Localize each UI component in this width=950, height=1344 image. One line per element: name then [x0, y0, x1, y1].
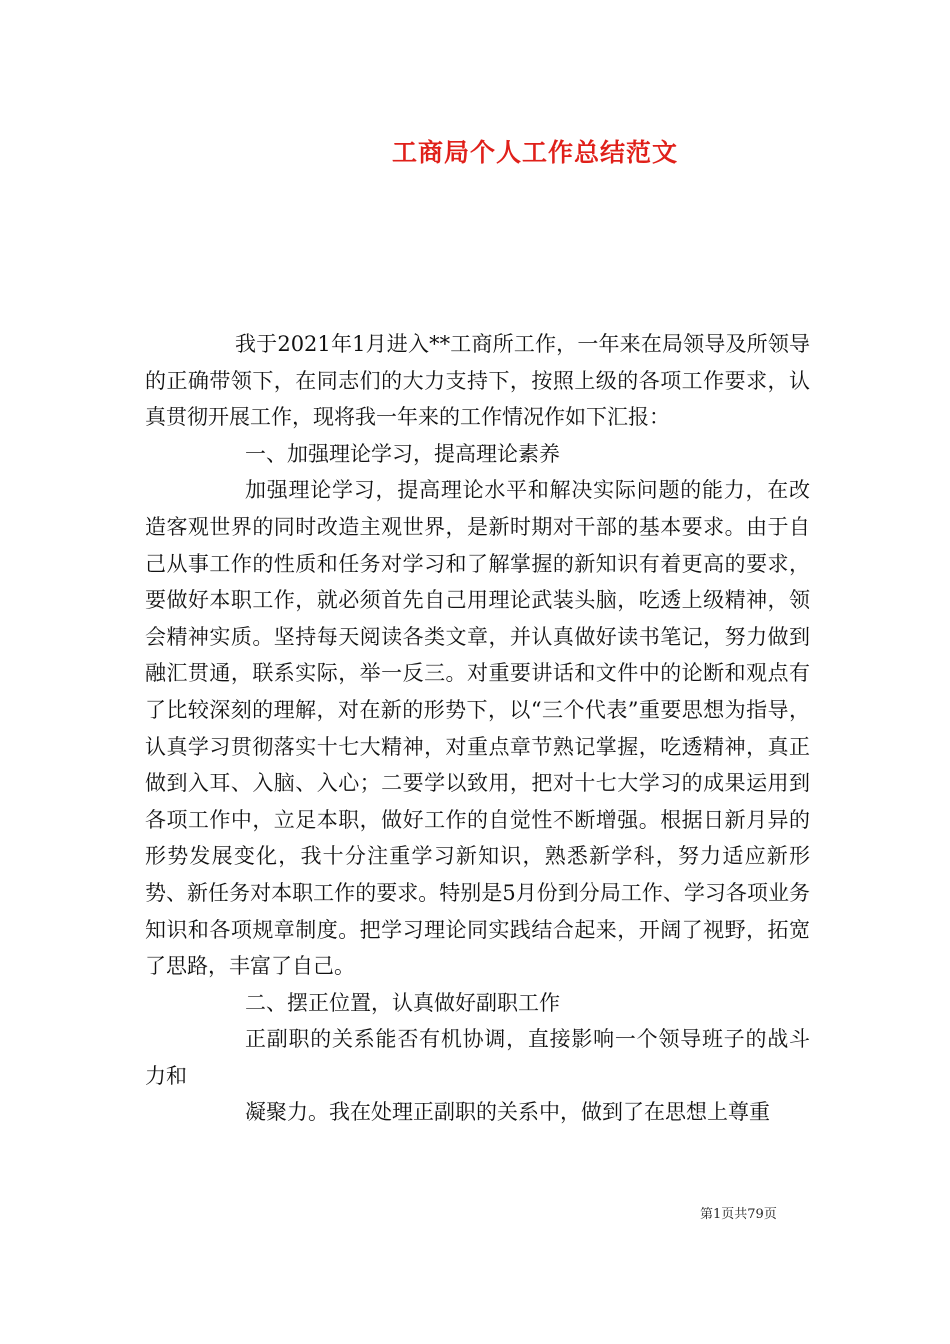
page-number: 第1页共79页	[700, 1207, 777, 1222]
section-heading-1: 一、加强理论学习，提高理论素养	[245, 441, 560, 466]
document-body	[145, 326, 810, 1131]
section-heading-2: 二、摆正位置，认真做好副职工作	[245, 990, 560, 1015]
section-1-paragraph: 加强理论学习，提高理论水平和解决实际问题的能力，在改造客观世界的同时改造主观世界，是新时期对干部的基本要求。由于自己从事工作的性质和任务对学习和了解掌握的新知识有着更高的要求，要做好本职工作，就必须首先自己用理论武装头脑，吃透上级精神，领会精神实质。坚持每天阅读各类文章，并认真做好读书笔记，努力做到融汇贯通，联系实际，举一反三。对重要讲话和文件中的论断和观点有了比较深刻的理解，对在新的形势下，以“三个代表”重要思想为指导，认真学习贯彻落实十七大精神，对重点章节熟记掌握，吃透精神，真正做到入耳、入脑、入心；二要学以致用，把对十七大学习的成果运用到各项工作中，立足本职，做好工作的自觉性不断增强。根据日新月异的形势发展变化，我十分注重学习新知识，熟悉新学科，努力适应新形势、新任务对本职工作的要求。特别是5月份到分局工作、学习各项业务知识和各项规章制度。把学习理论同实践结合起来，开阔了视野，拓宽了思路，丰富了自己。	[145, 478, 810, 979]
document-title: 工商局个人工作总结范文	[391, 138, 678, 167]
section-2-paragraph-continued: 凝聚力。我在处理正副职的关系中，做到了在思想上尊重	[245, 1100, 770, 1125]
section-2-paragraph: 正副职的关系能否有机协调，直接影响一个领导班子的战斗力和	[145, 1027, 810, 1088]
intro-paragraph: 我于2021年1月进入**工商所工作，一年来在局领导及所领导的正确带领下，在同志们的大力支持下，按照上级的各项工作要求，认真贯彻开展工作，现将我一年来的工作情况作如下汇报：	[145, 332, 810, 430]
